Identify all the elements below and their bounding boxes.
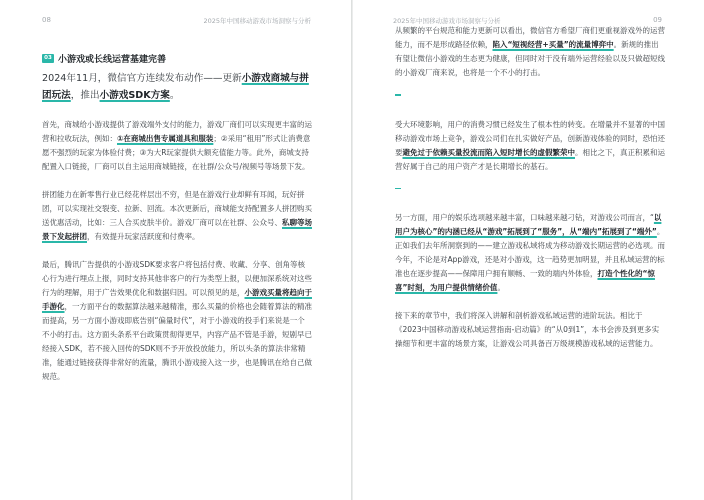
- right-page: [353, 0, 704, 500]
- highlight-private-chat: 私聊等场景下发起拼团: [42, 218, 312, 241]
- paragraph-user-core: 另一方面，用户的娱乐选项越来越丰富，口味越来越刁钻，对游戏公司而言，“以用户为核心”的内涵已经从“游戏”拓展到了“服务”，从“端内”拓展到了“端外”。正如我们去年所洞察到的——建立游戏私域将成为移动游戏长期运营的必选项。而今年，不论是对App游戏，还是对小游戏，这一趋势更加明显，并且私域运营的标准也在逐步提高——保障用户拥有顺畅、一致的端内外体验，打造个性化的“惊喜”时刻，为用户提供情绪价值。: [395, 213, 665, 293]
- paragraph-next-chapter: 接下来的章节中，我们将深入讲解和剖析游戏私域运营的进阶玩法。相比于《2023中国移动游戏私域运营指南-启动篇》的“从0到1”，本书会涉及到更多实操细节和更丰富的场景方案，让游戏公司具备百万级规模游戏私域的运营能力。: [395, 311, 660, 349]
- paragraph-groupbuy: 拼团能力在新零售行业已经花样层出不穷，但是在游戏行业却鲜有耳闻，玩好拼团，可以实现社交裂变、拉新、回流。本次更新后，商城能支持配置多人拼团购买送优惠活动，比如：三人合买皮肤半价。游戏厂商可以在社群、公众号、私聊等场景下发起拼团，有效提升玩家活跃度和付费率。: [42, 190, 312, 241]
- highlight-mall-groupbuy: 小游戏商城与拼团玩法: [42, 73, 309, 101]
- paragraph-platform: 从频繁的平台规范和能力更新可以看出，微信官方希望厂商们更重视游戏外的运营能力，而不是形成路径依赖，陷入“短视经营+买量”的流量博弈中。新规的推出有望让微信小游戏的生态更为健康，但同时对于没有端外运营经验以及只做超短线的小游戏厂商来说，也将是一个不小的打击。: [395, 26, 665, 77]
- highlight-sdk: 小游戏SDK方案: [99, 90, 170, 101]
- right-content: [395, 24, 665, 365]
- section-title: [42, 52, 312, 65]
- highlight-mobile-trend: 小游戏买量将趋向于手游化: [42, 288, 312, 311]
- left-page: [0, 0, 351, 500]
- left-header-title: 2025年中国移动游戏市场洞察与分析: [203, 17, 311, 25]
- left-content: [42, 52, 312, 398]
- lead-paragraph: 2024年11月，微信官方连续发布动作——更新小游戏商城与拼团玩法，推出小游戏SDK方案。: [42, 73, 309, 101]
- section-number-badge: 03: [42, 54, 54, 63]
- right-page-number: 09: [653, 16, 662, 24]
- paragraph-sdk: 最后，腾讯广告提供的小游戏SDK要求客户将包括付费、收藏、分享、创角等核心行为进行埋点上报，同时支持其他非客户的行为类型上报，以便加深系统对这些行为的理解，用于广告效果优化和数据归因。可以预见的是，小游戏买量将趋向于手游化，一方面平台的数据算法越来越精准，那么买量的价格也会随着算法的精准而提高，另一方面小游戏即底告别“偏量时代”，对于小游戏的投手们来说是一个不小的打击。这方面头条系平台政策贯彻得更早，内容产品不管是手游，短剧早已经接入SDK，若不接入回传的SDK则不予开放投放能力，所以头条的算法非常精准，能通过链接获得非常好的流量，腾讯小游戏接入这一步，也是腾讯在给自己做规范。: [42, 260, 312, 381]
- highlight-traffic-game: 陷入“短视经营+买量”的流量博弈中: [492, 40, 614, 49]
- right-header-title: 2025年中国移动游戏市场洞察与分析: [393, 17, 501, 25]
- highlight-false-prosperity: 避免过于依赖买量投流而陷入短时增长的虚假繁荣中: [402, 147, 575, 157]
- highlight-emotional-value: 打造个性化的“惊喜”时刻，为用户提供情绪价值: [395, 269, 655, 293]
- divider: [395, 94, 401, 96]
- divider: [395, 188, 401, 190]
- highlight-service-extension: 以用户为核心”的内涵已经从“游戏”拓展到了“服务”，从“端内”拓展到了“端外”: [395, 213, 662, 237]
- paragraph-environment: 受大环境影响，用户的消费习惯已经发生了根本性的转变。在增量并不显著的中国移动游戏市场上竞争，游戏公司们在扎实做好产品，创新游戏体验的同时，恐怕还要避免过于依赖买量投流而陷入短时增长的虚假繁荣中。相比之下，真正积累和运营好属于自己的用户资产才是长期增长的基石。: [395, 119, 665, 171]
- highlight-exclusive-items: ①在商城出售专属道具和服装: [117, 134, 214, 143]
- left-page-number: 08: [42, 16, 51, 24]
- paragraph-mall: 首先，商城给小游戏提供了游戏端外支付的能力，游戏厂商们可以实现更丰富的运营和拉收玩法，例如：①在商城出售专属道具和服装；②采用“租用”形式让消费意愿不强烈的玩家为体验付费；③为大R玩家提供大额充值能力等。此外，商城支持配置入口链接，厂商可以自主运用商城链接，在社群/公众号/视频号等场景下发。: [42, 120, 312, 171]
- section-title-text: 小游戏或长线运营基建完善: [58, 55, 167, 65]
